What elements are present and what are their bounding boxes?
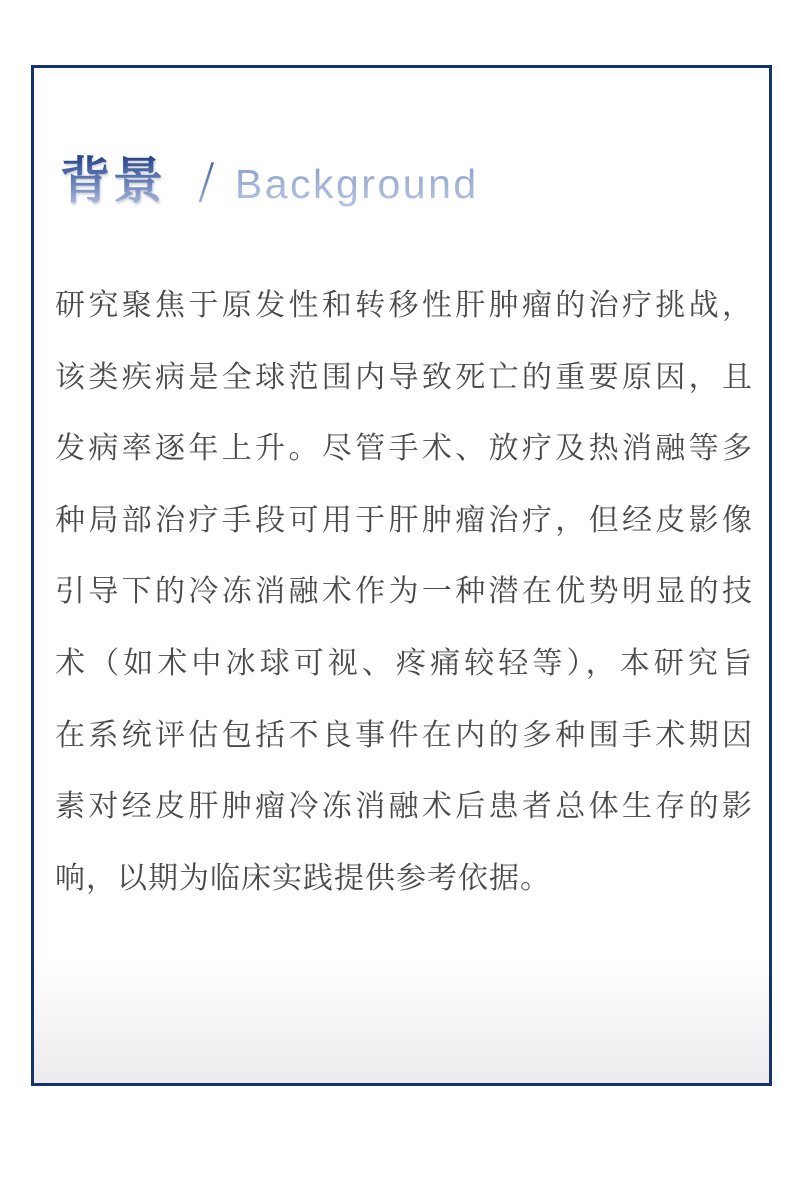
- paragraph-line: 种局部治疗手段可用于肝肿瘤治疗，但经皮影像: [55, 503, 752, 537]
- paragraph-line: 发病率逐年上升。尽管手术、放疗及热消融等多: [55, 432, 752, 466]
- title-separator-slash: /: [197, 151, 216, 211]
- section-title-chinese: 背景: [60, 153, 166, 209]
- paragraph-line: 研究聚焦于原发性和转移性肝肿瘤的治疗挑战，: [55, 289, 752, 322]
- paragraph-line: 引导下的冷冻消融术作为一种潜在优势明显的技: [55, 575, 752, 609]
- paragraph-line: 素对经皮肝肿瘤冷冻消融术后患者总体生存的影: [55, 790, 752, 824]
- paragraph-line: 术（如术中冰球可视、疼痛较轻等），本研究旨: [55, 646, 752, 680]
- paragraph-line-last: 响，以期为临床实践提供参考依据。: [55, 861, 551, 895]
- paragraph-line: 该类疾病是全球范围内导致死亡的重要原因，且: [55, 360, 752, 394]
- paragraph-line: 在系统评估包括不良事件在内的多种围手术期因: [55, 718, 752, 752]
- section-title-english: Background: [234, 161, 479, 207]
- background-section-card: [31, 65, 772, 1086]
- section-title: [60, 151, 479, 211]
- background-paragraph: [55, 270, 752, 914]
